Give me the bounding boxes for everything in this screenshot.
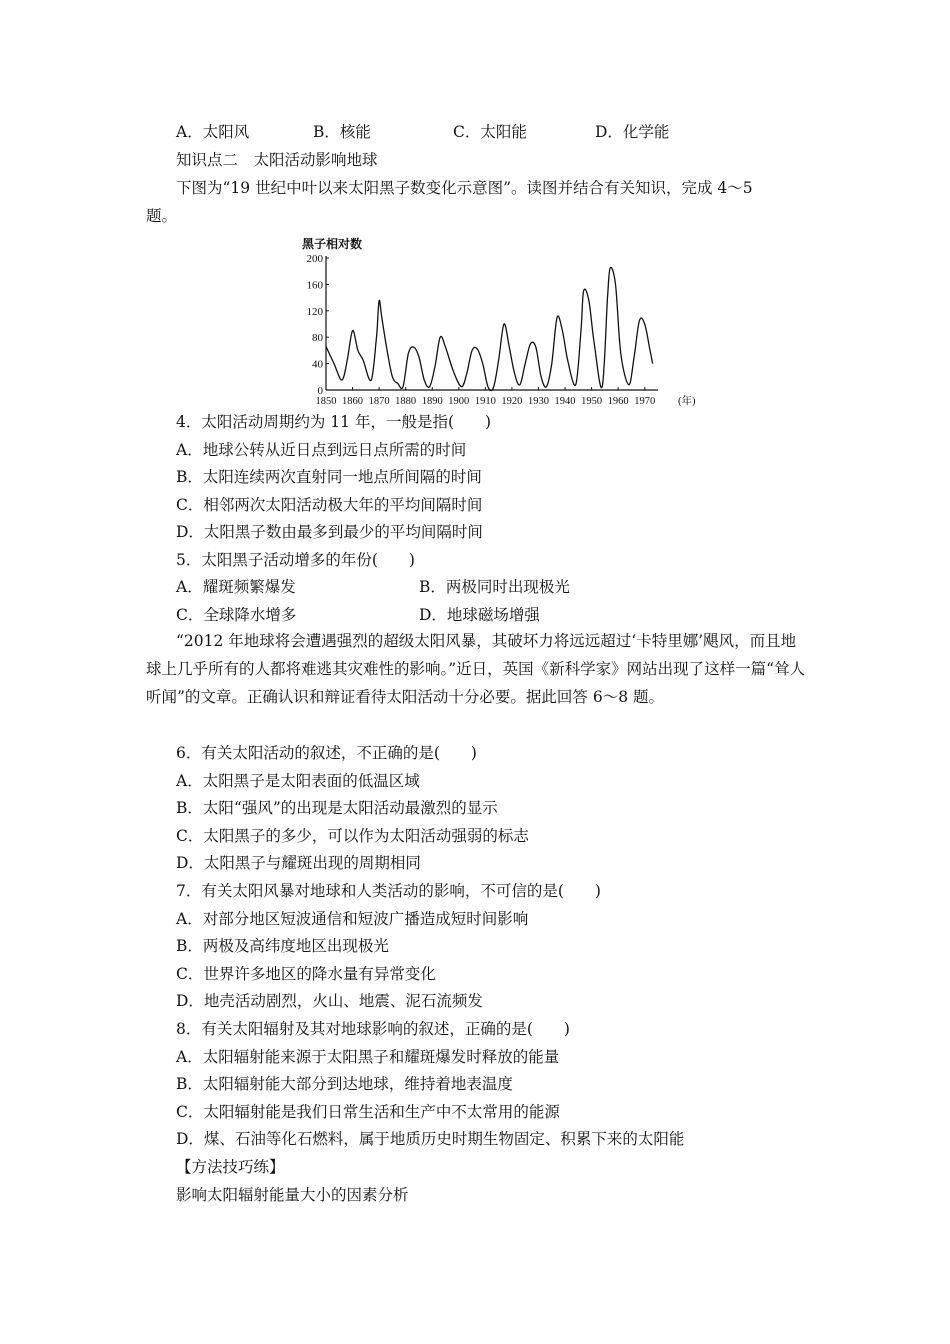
q5-stem: 5．太阳黑子活动增多的年份( ) [176, 551, 415, 569]
x-tick-label: 1940 [554, 396, 576, 407]
y-tick-label: 160 [306, 279, 323, 292]
x-tick-label: 1900 [448, 396, 470, 407]
q4-stem: 4．太阳活动周期约为 11 年，一般是指( ) [176, 413, 492, 431]
q8-option-c: C．太阳辐射能是我们日常生活和生产中不太常用的能源 [176, 1103, 560, 1121]
q3-option-b: B．核能 [313, 123, 371, 141]
y-tick-label: 40 [312, 358, 323, 371]
intro-6-8-text: “2012 年地球将会遭遇强烈的超级太阳风暴，其破坏力将远远超过‘卡特里娜’飓风，而且地球上几乎所有的人都将难逃其灾难性的影响。”近日，英国《新科学家》网站出现了这样一篇“耸人听闻”的文章。正确认识和辩证看待太阳活动十分必要。据此回答 6～8 题。 [146, 632, 806, 706]
method-heading: 【方法技巧练】 [176, 1158, 285, 1176]
q3-option-c: C．太阳能 [453, 123, 527, 141]
q5-options-row-2 [176, 605, 776, 625]
q5-option-a: A．耀斑频繁爆发 [176, 578, 296, 596]
x-tick-label: 1970 [634, 396, 656, 407]
q4-option-a: A．地球公转从近日点到远日点所需的时间 [176, 441, 467, 459]
y-axis-label: 黑子相对数 [302, 237, 363, 251]
method-topic: 影响太阳辐射能量大小的因素分析 [176, 1186, 409, 1204]
x-tick-label: 1960 [607, 396, 629, 407]
x-tick-label: 1950 [581, 396, 603, 407]
x-tick-label: 1880 [395, 396, 417, 407]
sunspot-series-line [326, 267, 653, 390]
x-axis-label: (年) [678, 396, 696, 407]
q8-stem: 8．有关太阳辐射及其对地球影响的叙述，正确的是( ) [176, 1020, 570, 1038]
q6-stem: 6．有关太阳活动的叙述，不正确的是( ) [176, 744, 477, 762]
section-title: 知识点二 太阳活动影响地球 [176, 151, 378, 169]
intro-6-8 [146, 627, 810, 711]
q4-option-c: C．相邻两次太阳活动极大年的平均间隔时间 [176, 496, 483, 514]
q6-option-d: D．太阳黑子与耀斑出现的周期相同 [176, 854, 421, 872]
q7-option-d: D．地壳活动剧烈，火山、地震、泥石流频发 [176, 992, 483, 1010]
intro-4-5-line-1: 下图为“19 世纪中叶以来太阳黑子数变化示意图”。读图并结合有关知识，完成 4～5 [176, 179, 753, 197]
y-tick-label: 80 [312, 332, 323, 345]
q8-option-b: B．太阳辐射能大部分到达地球，维持着地表温度 [176, 1075, 513, 1093]
q5-option-d: D．地球磁场增强 [419, 606, 540, 624]
q6-option-c: C．太阳黑子的多少，可以作为太阳活动强弱的标志 [176, 827, 529, 845]
y-tick-label: 200 [306, 253, 323, 265]
q5-option-b: B．两极同时出现极光 [419, 578, 570, 596]
q7-option-c: C．世界许多地区的降水量有异常变化 [176, 965, 436, 983]
q4-option-b: B．太阳连续两次直射同一地点所间隔的时间 [176, 468, 482, 486]
q7-option-b: B．两极及高纬度地区出现极光 [176, 937, 389, 955]
q7-stem: 7．有关太阳风暴对地球和人类活动的影响，不可信的是( ) [176, 882, 601, 900]
q8-option-d: D．煤、石油等化石燃料，属于地质历史时期生物固定、积累下来的太阳能 [176, 1130, 685, 1148]
q4-option-d: D．太阳黑子数由最多到最少的平均间隔时间 [176, 523, 483, 541]
q3-option-a: A．太阳风 [176, 123, 250, 141]
q5-option-c: C．全球降水增多 [176, 606, 297, 624]
q5-options-row-1 [176, 577, 776, 597]
q6-option-b: B．太阳“强风”的出现是太阳活动最激烈的显示 [176, 799, 498, 817]
x-tick-label: 1870 [368, 396, 390, 407]
x-tick-label: 1890 [421, 396, 443, 407]
sunspot-chart-svg [296, 236, 696, 411]
q3-option-d: D．化学能 [595, 123, 670, 141]
x-tick-label: 1920 [501, 396, 523, 407]
q7-option-a: A．对部分地区短波通信和短波广播造成短时间影响 [176, 910, 529, 928]
intro-4-5-line-2: 题。 [146, 207, 178, 225]
q3-options [176, 122, 736, 142]
x-tick-label: 1930 [527, 396, 549, 407]
y-tick-label: 120 [306, 305, 323, 318]
sunspot-chart [296, 236, 696, 411]
y-tick-label: 0 [317, 385, 323, 397]
q8-option-a: A．太阳辐射能来源于太阳黑子和耀斑爆发时释放的能量 [176, 1048, 560, 1066]
x-tick-label: 1860 [342, 396, 364, 407]
x-tick-label: 1910 [474, 396, 496, 407]
q6-option-a: A．太阳黑子是太阳表面的低温区域 [176, 772, 420, 790]
x-tick-label: 1850 [315, 396, 337, 407]
